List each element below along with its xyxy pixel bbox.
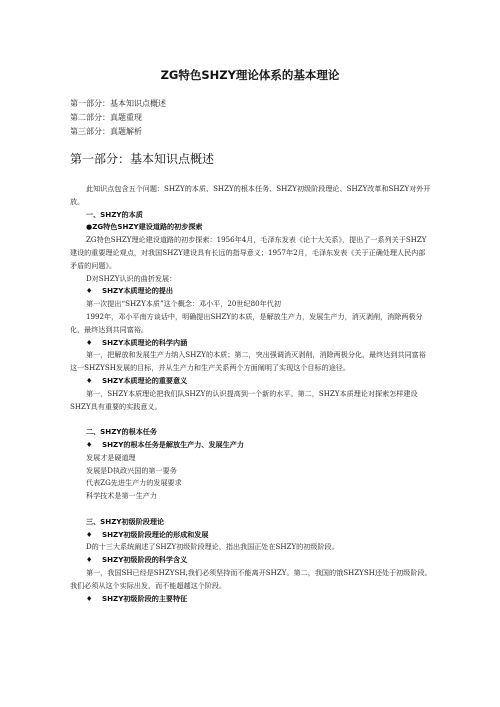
document-body	[70, 183, 432, 605]
subsection-heading-formation: ♦ SHZY初级阶段理论的形成和发展	[70, 529, 432, 542]
paragraph: 1992年，邓小平南方谈话中，明确提出SHZY的本质，是解放生产力，发展生产力，消灭剥削，消除两极分化，最终达到共同富裕。	[70, 311, 423, 334]
part-1-heading: 第一部分：基本知识点概述	[70, 152, 215, 166]
toc-item-part-3: 第三部分：真题解析	[70, 127, 142, 136]
list-item: 科学技术是第一生产力	[86, 491, 157, 501]
section-heading-essence: 一、SHZY的本质	[86, 209, 143, 219]
intro-paragraph: 此知识点包含五个问题：SHZY的本质、SHZY的根本任务、SHZY初级阶段理论、SHZY改革和SHZY对外开放。	[70, 184, 431, 206]
subsection-heading-connotation: ♦ SHZY本质理论的科学内涵	[70, 337, 432, 350]
subsection-heading-features: ♦ SHZY初级阶段的主要特征	[70, 593, 432, 606]
subsection-heading-meaning: ♦ SHZY初级阶段的科学含义	[70, 554, 432, 567]
table-of-contents	[70, 97, 166, 139]
section-heading-task: 二、SHZY的根本任务	[86, 427, 157, 437]
paragraph: 第一次提出“SHZY本质”这个概念：邓小平，20世纪80年代初	[86, 299, 281, 309]
subsection-heading-exploration: ●ZG特色SHZY建设道路的初步探索	[86, 222, 203, 232]
section-heading-primary-stage: 三、SHZY初级阶段理论	[86, 516, 165, 526]
subsection-heading-essence-theory: ♦ SHZY本质理论的提出	[70, 285, 432, 298]
paragraph: 第一，我国SH已经是SHZYSH,我们必须坚持而不能离开SHZY。第二，我国的饿SHZYSH还处于初级阶段。我们必须从这个实际出发，而不能超越这个阶段。	[70, 567, 432, 590]
paragraph: ZG特色SHZY理论建设道路的初步探索：1956年4月，毛泽东发表《论十大关系》，提出了一系列关于SHZY建设的重要理论观点，对我国SHZY建设具有长远的指导意义；1957年2月，毛泽东发表《关于正确处理人民内部矛盾的问题》。	[70, 235, 427, 270]
subsection-heading-task: ♦ SHZY的根本任务是解放生产力、发展生产力	[70, 439, 432, 452]
paragraph: D的十三大系统阐述了SHZY初级阶段理论，指出我国正处在SHZY的初级阶段。	[86, 542, 339, 552]
list-item: 代表ZG先进生产力的发展要求	[86, 478, 182, 488]
toc-item-part-1: 第一部分：基本知识点概述	[70, 99, 166, 108]
toc-item-part-2: 第二部分：真题重现	[70, 113, 142, 122]
paragraph: D对SHZY认识的曲折发展：	[86, 273, 177, 283]
list-item: 发展才是硬道理	[86, 452, 136, 462]
paragraph: 第一，把解放和发展生产力纳入SHZY的本质；第二，突出强调消灭剥削，消除两极分化，最终达到共同富裕这一SHZYSH发展的目标，并从生产力和生产关系两个方面阐明了实现这个目标的途径。	[70, 350, 426, 373]
paragraph: 第一，SHZY本质理论把我们队SHZY的认识提高到一个新的水平。第二，SHZY本质理论对探索怎样建设SHZY具有重要的实践意义。	[70, 388, 418, 411]
document-title: ZG特色SHZY理论体系的基本理论	[160, 68, 340, 82]
subsection-heading-significance: ♦ SHZY本质理论的重要意义	[70, 375, 432, 388]
list-item: 发展是D执政兴国的第一要务	[86, 465, 177, 475]
